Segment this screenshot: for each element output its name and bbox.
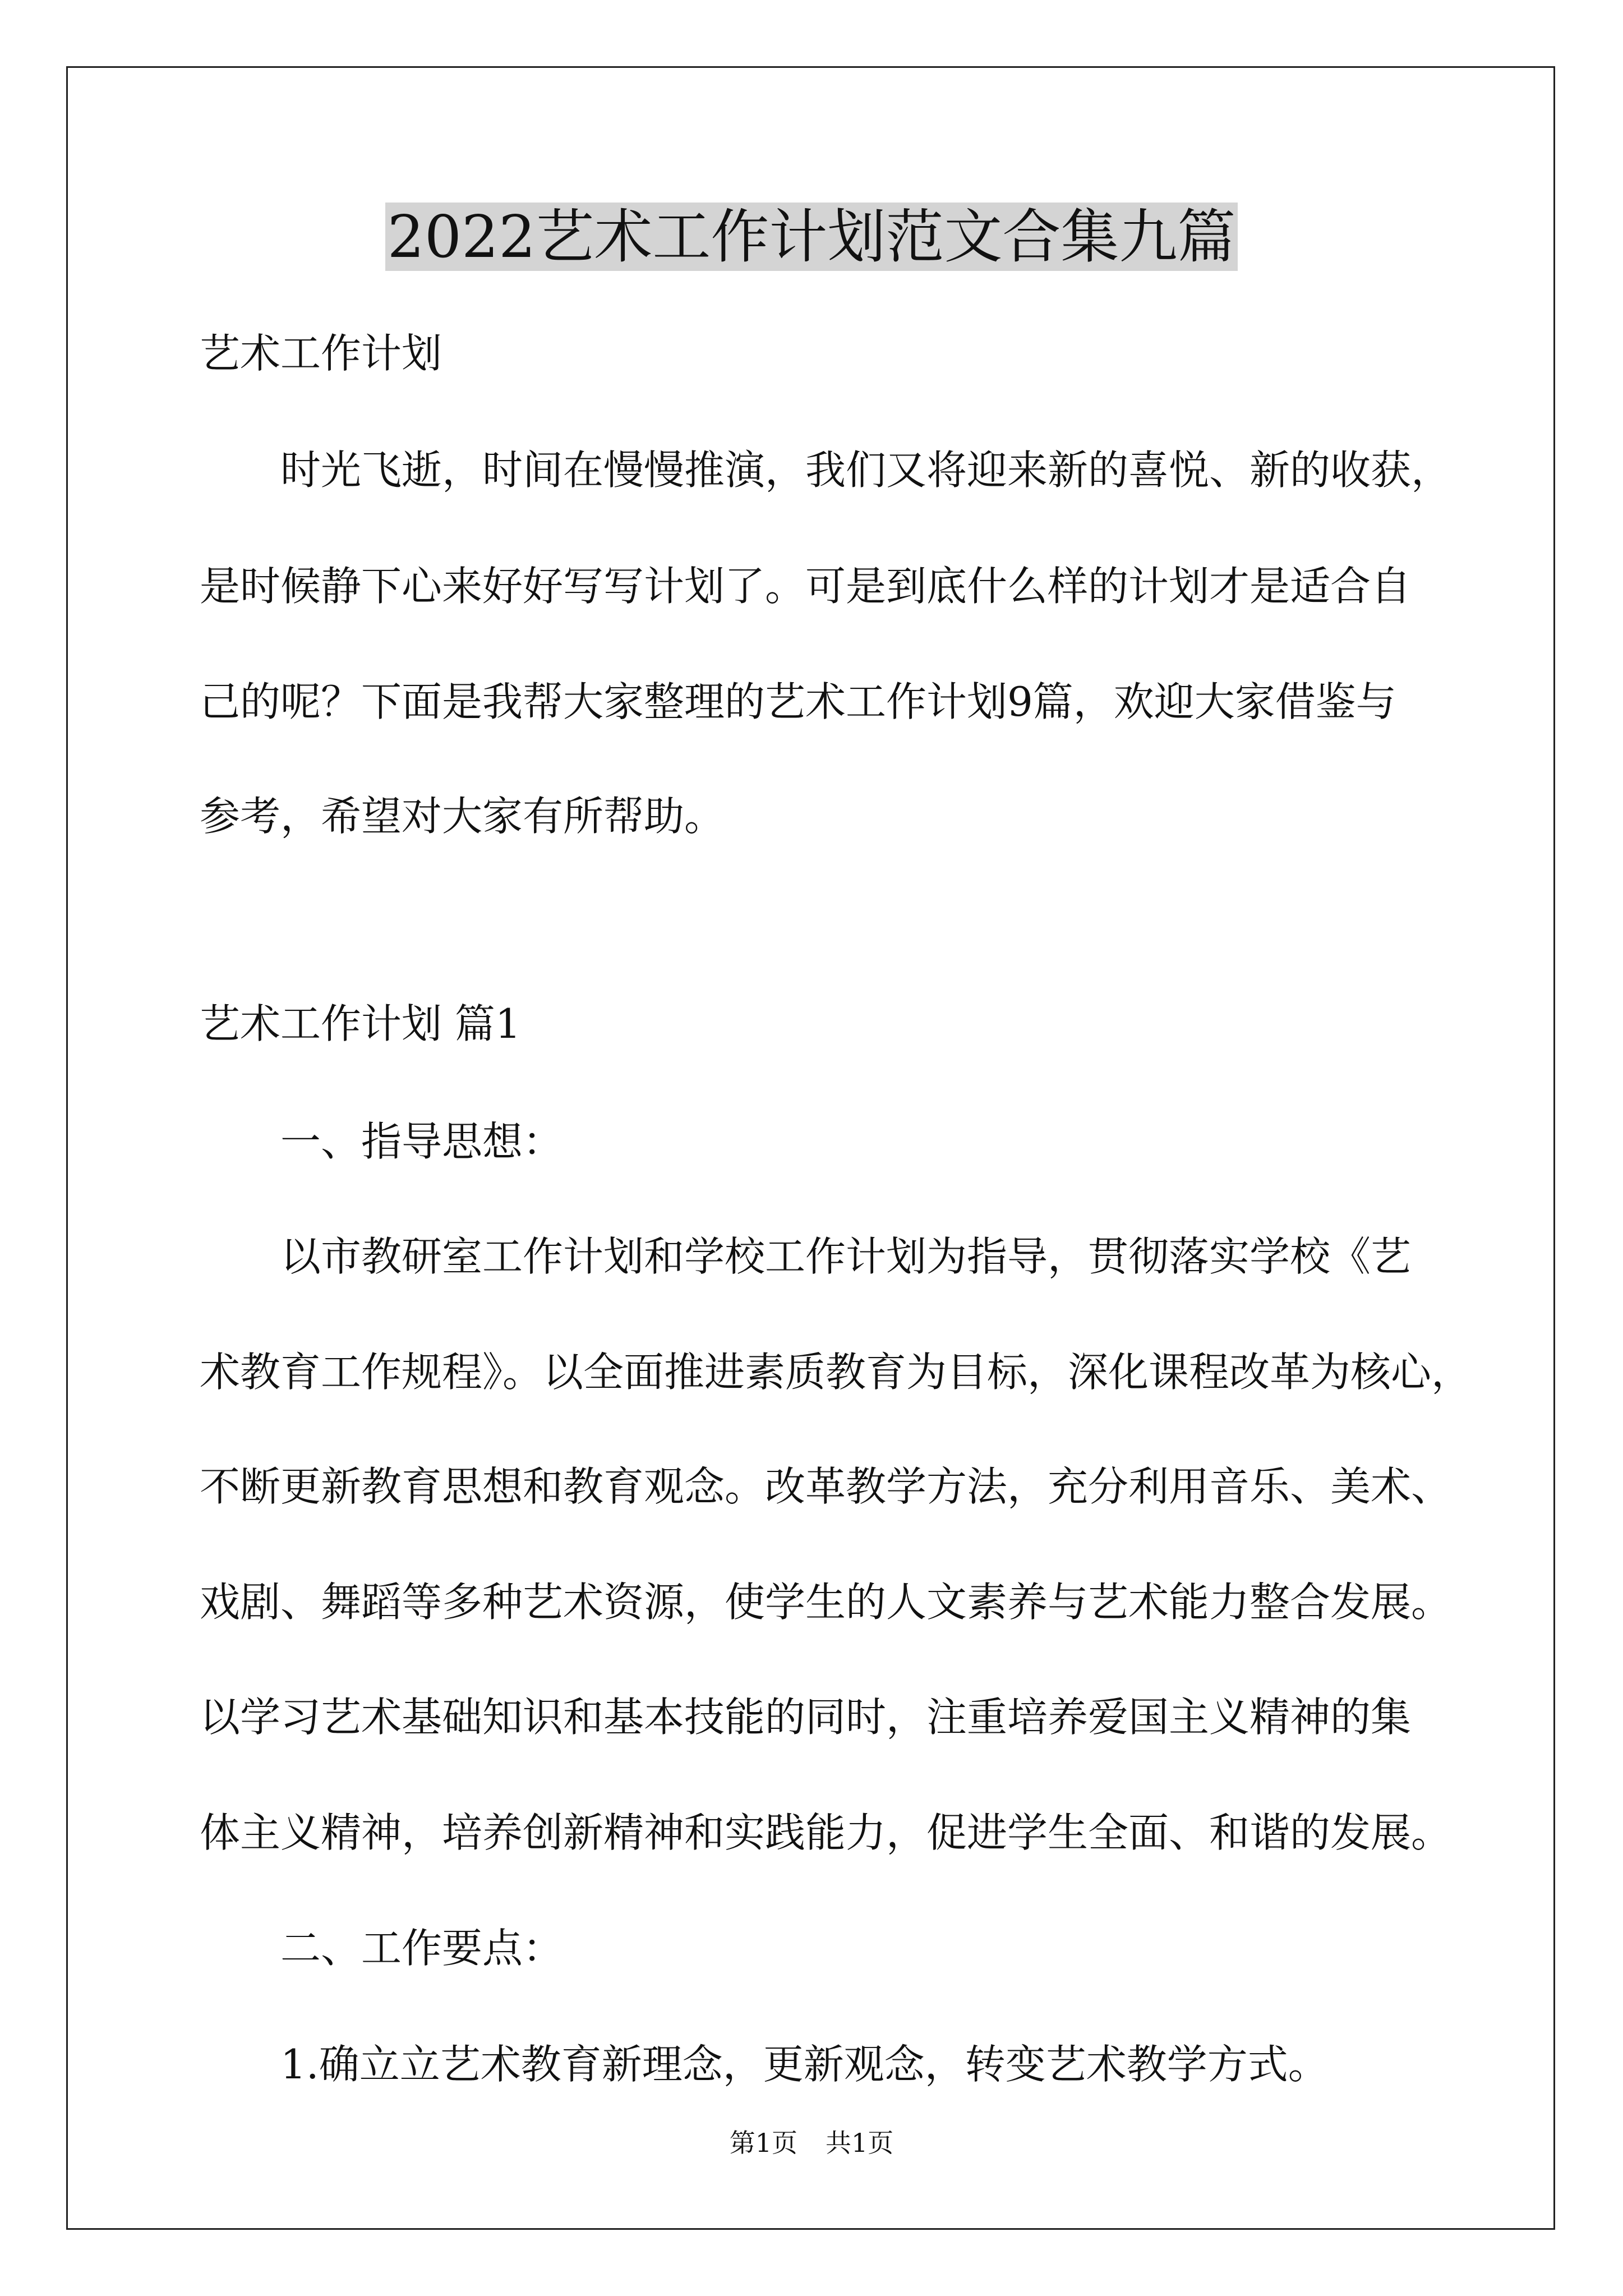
page-number: 第1页 — [729, 2128, 797, 2158]
paragraph-line: 时光飞逝，时间在慢慢推演，我们又将迎来新的喜悦、新的收获， — [280, 447, 1452, 494]
paragraph-line: 以学习艺术基础知识和基本技能的同时，注重培养爱国主义精神的集 — [200, 1694, 1412, 1741]
list-item: 1.确立立艺术教育新理念，更新观念，转变艺术教学方式。 — [280, 2041, 1329, 2088]
paragraph-line: 术教育工作规程》。以全面推进素质教育为目标，深化课程改革为核心， — [200, 1349, 1472, 1396]
section-heading: 艺术工作计划 — [200, 330, 442, 377]
paragraph-line: 不断更新教育思想和教育观念。改革教学方法，充分利用音乐、美术、 — [200, 1463, 1452, 1510]
paragraph-line: 己的呢？下面是我帮大家整理的艺术工作计划9篇，欢迎大家借鉴与 — [200, 678, 1396, 725]
subheading: 二、工作要点： — [280, 1925, 564, 1972]
paragraph-line: 是时候静下心来好好写写计划了。可是到底什么样的计划才是适合自 — [200, 563, 1412, 610]
document-title — [0, 197, 1623, 276]
paragraph-line: 参考，希望对大家有所帮助。 — [200, 793, 725, 840]
page-total: 共1页 — [826, 2128, 894, 2158]
document-title-text: 2022艺术工作计划范文合集九篇 — [385, 203, 1238, 271]
subheading: 一、指导思想： — [280, 1118, 564, 1165]
paragraph-line: 体主义精神，培养创新精神和实践能力，促进学生全面、和谐的发展。 — [200, 1809, 1452, 1856]
page-footer — [0, 2126, 1623, 2160]
section-heading: 艺术工作计划 篇1 — [200, 1000, 521, 1047]
paragraph-line: 以市教研室工作计划和学校工作计划为指导，贯彻落实学校《艺 — [280, 1233, 1412, 1280]
paragraph-line: 戏剧、舞蹈等多种艺术资源，使学生的人文素养与艺术能力整合发展。 — [200, 1579, 1452, 1626]
